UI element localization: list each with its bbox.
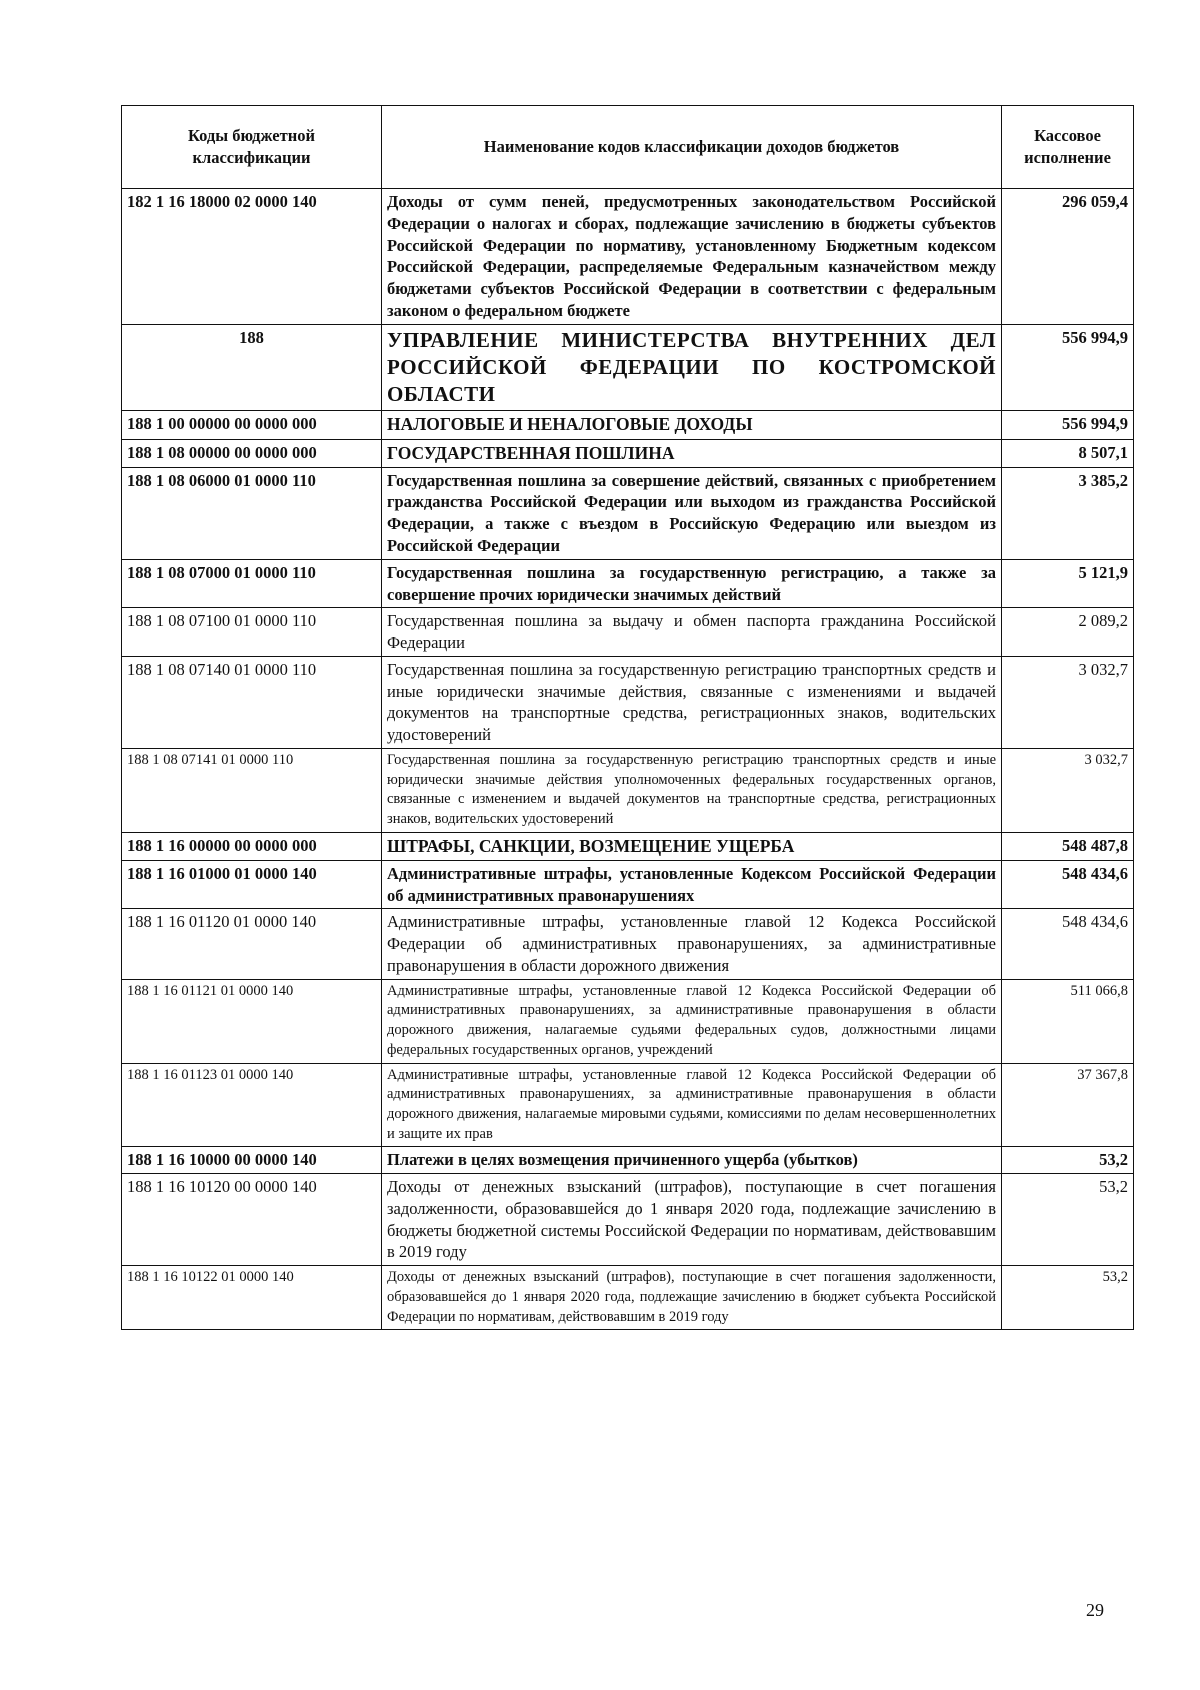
header-value: Кассовое исполнение <box>1002 106 1134 189</box>
row-code: 188 1 08 06000 01 0000 110 <box>122 467 382 559</box>
table-row <box>122 909 1134 979</box>
row-value: 556 994,9 <box>1002 411 1134 439</box>
table-row <box>122 1174 1134 1266</box>
row-value: 3 032,7 <box>1002 656 1134 748</box>
header-name: Наименование кодов классификации доходов бюджетов <box>382 106 1002 189</box>
table-row <box>122 608 1134 657</box>
row-code: 188 1 16 00000 00 0000 000 <box>122 832 382 860</box>
row-code: 188 1 00 00000 00 0000 000 <box>122 411 382 439</box>
table-row <box>122 832 1134 860</box>
table-row <box>122 411 1134 439</box>
row-code: 188 1 08 00000 00 0000 000 <box>122 439 382 467</box>
row-name: Административные штрафы, установленные главой 12 Кодекса Российской Федерации об административных правонарушениях, за административные правонарушения в области дорожного движения, налагаемые судьями федеральных судов, должностными лицами федеральных государственных органов, учреждений <box>382 979 1002 1063</box>
table-row <box>122 439 1134 467</box>
row-name: Доходы от денежных взысканий (штрафов), поступающие в счет погашения задолженности, образовавшейся до 1 января 2020 года, подлежащие зачислению в бюджеты бюджетной системы Российской Федерации по нормативам, действовавшим в 2019 году <box>382 1174 1002 1266</box>
table-row <box>122 467 1134 559</box>
row-name: Государственная пошлина за совершение действий, связанных с приобретением гражданства Российской Федерации или выходом из гражданства Российской Федерации, а также с въездом в Российскую Федерацию или выездом из Российской Федерации <box>382 467 1002 559</box>
row-value: 3 032,7 <box>1002 748 1134 832</box>
row-name: Административные штрафы, установленные Кодексом Российской Федерации об административных правонарушениях <box>382 860 1002 909</box>
table-row <box>122 979 1134 1063</box>
row-value: 5 121,9 <box>1002 559 1134 608</box>
row-name: Государственная пошлина за государственную регистрацию транспортных средств и иные юридически значимые действия, связанные с изменениями и выдачей документов на транспортные средства, регистрационных знаков, водительских удостоверений <box>382 656 1002 748</box>
row-name: НАЛОГОВЫЕ И НЕНАЛОГОВЫЕ ДОХОДЫ <box>382 411 1002 439</box>
row-value: 296 059,4 <box>1002 189 1134 325</box>
budget-classification-table <box>121 105 1134 1330</box>
row-code: 188 1 16 10122 01 0000 140 <box>122 1266 382 1330</box>
row-code: 188 1 16 01120 01 0000 140 <box>122 909 382 979</box>
header-codes: Коды бюджетной классификации <box>122 106 382 189</box>
row-value: 2 089,2 <box>1002 608 1134 657</box>
table-header-row <box>122 106 1134 189</box>
row-value: 8 507,1 <box>1002 439 1134 467</box>
row-value: 53,2 <box>1002 1266 1134 1330</box>
row-code: 188 1 16 01123 01 0000 140 <box>122 1063 382 1147</box>
row-value: 511 066,8 <box>1002 979 1134 1063</box>
row-name: Доходы от денежных взысканий (штрафов), поступающие в счет погашения задолженности, образовавшейся до 1 января 2020 года, подлежащие зачислению в бюджет субъекта Российской Федерации по нормативам, действовавшим в 2019 году <box>382 1266 1002 1330</box>
row-name: Государственная пошлина за выдачу и обмен паспорта гражданина Российской Федерации <box>382 608 1002 657</box>
row-code: 188 1 08 07100 01 0000 110 <box>122 608 382 657</box>
row-name: Государственная пошлина за государственную регистрацию, а также за совершение прочих юридически значимых действий <box>382 559 1002 608</box>
table-row <box>122 559 1134 608</box>
row-value: 37 367,8 <box>1002 1063 1134 1147</box>
row-code: 188 1 08 07140 01 0000 110 <box>122 656 382 748</box>
page-number: 29 <box>1086 1600 1104 1620</box>
row-name: Доходы от сумм пеней, предусмотренных законодательством Российской Федерации о налогах и сборах, подлежащие зачислению в бюджеты субъектов Российской Федерации по нормативу, установленному Бюджетным кодексом Российской Федерации, распределяемые Федеральным казначейством между бюджетами субъектов Российской Федерации в соответствии с федеральным законом о федеральном бюджете <box>382 189 1002 325</box>
row-name: ГОСУДАРСТВЕННАЯ ПОШЛИНА <box>382 439 1002 467</box>
row-value: 556 994,9 <box>1002 324 1134 411</box>
table-row <box>122 324 1134 411</box>
row-value: 53,2 <box>1002 1174 1134 1266</box>
table-row <box>122 656 1134 748</box>
row-value: 548 434,6 <box>1002 860 1134 909</box>
table-row <box>122 860 1134 909</box>
table-row <box>122 189 1134 325</box>
table-row <box>122 1063 1134 1147</box>
row-value: 3 385,2 <box>1002 467 1134 559</box>
row-code: 188 1 16 10000 00 0000 140 <box>122 1147 382 1174</box>
row-name: Административные штрафы, установленные главой 12 Кодекса Российской Федерации об административных правонарушениях, за административные правонарушения в области дорожного движения <box>382 909 1002 979</box>
row-code: 188 1 08 07000 01 0000 110 <box>122 559 382 608</box>
table-row <box>122 1147 1134 1174</box>
row-value: 548 434,6 <box>1002 909 1134 979</box>
row-value: 548 487,8 <box>1002 832 1134 860</box>
row-code: 188 <box>122 324 382 411</box>
row-code: 182 1 16 18000 02 0000 140 <box>122 189 382 325</box>
row-name: ШТРАФЫ, САНКЦИИ, ВОЗМЕЩЕНИЕ УЩЕРБА <box>382 832 1002 860</box>
row-name: Государственная пошлина за государственную регистрацию транспортных средств и иные юридически значимые действия уполномоченных федеральных государственных органов, связанные с изменением и выдачей документов на транспортные средства, регистрационных знаков, водительских удостоверений <box>382 748 1002 832</box>
row-name: Платежи в целях возмещения причиненного ущерба (убытков) <box>382 1147 1002 1174</box>
row-code: 188 1 16 01000 01 0000 140 <box>122 860 382 909</box>
row-code: 188 1 16 01121 01 0000 140 <box>122 979 382 1063</box>
row-name: Административные штрафы, установленные главой 12 Кодекса Российской Федерации об административных правонарушениях, за административные правонарушения в области дорожного движения, налагаемые мировыми судьями, комиссиями по делам несовершеннолетних и защите их прав <box>382 1063 1002 1147</box>
row-code: 188 1 16 10120 00 0000 140 <box>122 1174 382 1266</box>
row-value: 53,2 <box>1002 1147 1134 1174</box>
row-name: УПРАВЛЕНИЕ МИНИСТЕРСТВА ВНУТРЕННИХ ДЕЛ РОССИЙСКОЙ ФЕДЕРАЦИИ ПО КОСТРОМСКОЙ ОБЛАСТИ <box>382 324 1002 411</box>
table-row <box>122 1266 1134 1330</box>
table-row <box>122 748 1134 832</box>
row-code: 188 1 08 07141 01 0000 110 <box>122 748 382 832</box>
